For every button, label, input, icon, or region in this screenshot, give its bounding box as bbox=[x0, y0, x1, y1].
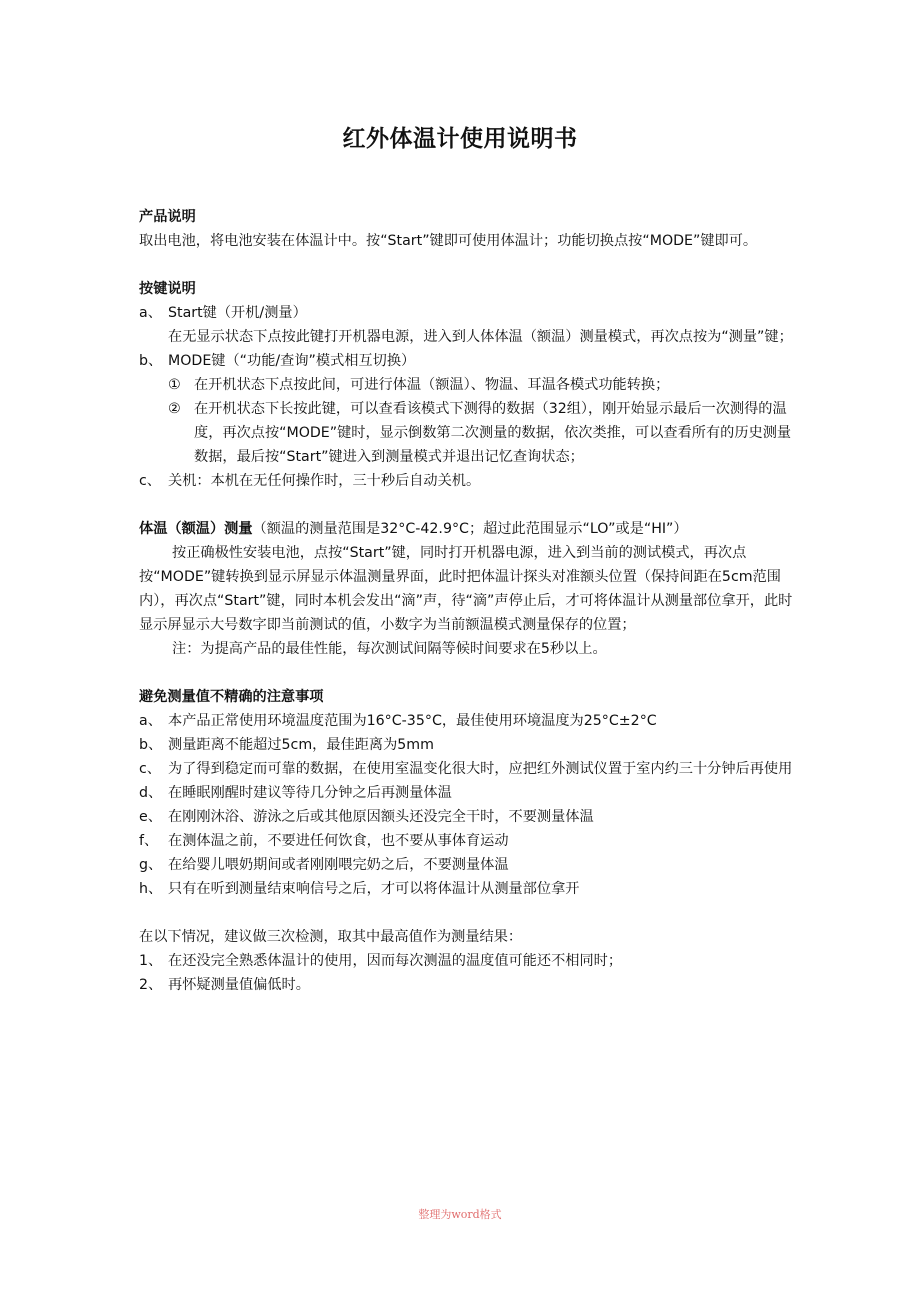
page-footer: 整理为word格式 bbox=[418, 1208, 502, 1221]
document-body bbox=[139, 205, 799, 997]
list-marker: g、 bbox=[139, 857, 163, 873]
caution-text: 为了得到稳定而可靠的数据，在使用室温变化很大时，应把红外测试仪置于室内约三十分钟后再使用 bbox=[168, 761, 793, 777]
mode-sub-text: 在开机状态下长按此键，可以查看该模式下测得的数据（32组），刚开始显示最后一次测得的温度，再次点按“MODE”键时，显示倒数第二次测量的数据，依次类推，可以查看所有的历史测量数据，最后按“Start”键进入到测量模式并退出记忆查询状态； bbox=[194, 401, 792, 465]
list-marker: e、 bbox=[139, 809, 162, 825]
list-marker: d、 bbox=[139, 785, 163, 801]
caution-text: 在测体温之前，不要进任何饮食，也不要从事体育运动 bbox=[168, 833, 509, 849]
list-marker: ② bbox=[168, 401, 181, 417]
mode-sub-text: 在开机状态下点按此间，可进行体温（额温）、物温、耳温各模式功能转换； bbox=[194, 377, 670, 393]
list-marker: a、 bbox=[139, 713, 162, 729]
repeat-text: 再怀疑测量值偏低时。 bbox=[168, 977, 310, 993]
section-heading-measure: 体温（额温）测量 bbox=[139, 521, 253, 537]
caution-text: 测量距离不能超过5cm，最佳距离为5mm bbox=[168, 737, 434, 753]
list-marker: 2、 bbox=[139, 977, 163, 993]
list-marker: c、 bbox=[139, 473, 161, 489]
list-item bbox=[139, 973, 799, 997]
list-marker: a、 bbox=[139, 305, 162, 321]
measure-note: 注：为提高产品的最佳性能，每次测试间隔等候时间要求在5秒以上。 bbox=[172, 641, 607, 657]
list-item-start-key bbox=[139, 301, 799, 325]
caution-text: 在睡眠刚醒时建议等待几分钟之后再测量体温 bbox=[168, 785, 452, 801]
product-text: 取出电池，将电池安装在体温计中。按“Start”键即可使用体温计；功能切换点按“MODE”键即可。 bbox=[139, 233, 758, 249]
list-item bbox=[139, 805, 799, 829]
caution-text: 在给婴儿喂奶期间或者刚刚喂完奶之后，不要测量体温 bbox=[168, 857, 509, 873]
list-marker: h、 bbox=[139, 881, 163, 897]
section-heading-product: 产品说明 bbox=[139, 209, 196, 225]
list-item bbox=[139, 877, 799, 901]
list-item bbox=[139, 709, 799, 733]
list-item bbox=[139, 829, 799, 853]
caution-text: 只有在听到测量结束响信号之后，才可以将体温计从测量部位拿开 bbox=[168, 881, 580, 897]
start-key-description: 在无显示状态下点按此键打开机器电源，进入到人体体温（额温）测量模式，再次点按为“测量”键； bbox=[168, 329, 793, 345]
list-item bbox=[139, 733, 799, 757]
mode-key-label: MODE键（“功能/查询”模式相互切换） bbox=[168, 353, 416, 369]
list-item-power-off bbox=[139, 469, 799, 493]
list-marker: ① bbox=[168, 377, 181, 393]
caution-text: 在刚刚沐浴、游泳之后或其他原因额头还没完全干时，不要测量体温 bbox=[168, 809, 594, 825]
measure-heading-line bbox=[139, 517, 799, 541]
repeat-intro: 在以下情况，建议做三次检测，取其中最高值作为测量结果： bbox=[139, 929, 523, 945]
document-title: 红外体温计使用说明书 bbox=[342, 126, 578, 152]
list-item-mode-key bbox=[139, 349, 799, 373]
list-marker: f、 bbox=[139, 833, 159, 849]
power-off-text: 关机：本机在无任何操作时，三十秒后自动关机。 bbox=[168, 473, 481, 489]
measure-text: 按正确极性安装电池，点按“Start”键，同时打开机器电源，进入到当前的测试模式，再次点按“MODE”键转换到显示屏显示体温测量界面，此时把体温计探头对准额头位置（保持间距在5cm范围内），再次点“Start”键，同时本机会发出“滴”声，待“滴”声停止后，才可将体温计从测量部位拿开，此时显示屏显示大号数字即当前测试的值，小数字为当前额温模式测量保存的位置； bbox=[139, 545, 793, 633]
list-item bbox=[139, 853, 799, 877]
list-item bbox=[139, 949, 799, 973]
list-item bbox=[139, 757, 799, 781]
list-marker: 1、 bbox=[139, 953, 163, 969]
list-marker: c、 bbox=[139, 761, 161, 777]
caution-text: 本产品正常使用环境温度范围为16°C-35°C，最佳使用环境温度为25°C±2°C bbox=[168, 713, 657, 729]
repeat-text: 在还没完全熟悉体温计的使用，因而每次测温的温度值可能还不相同时； bbox=[168, 953, 623, 969]
list-item bbox=[139, 781, 799, 805]
section-heading-cautions: 避免测量值不精确的注意事项 bbox=[139, 689, 324, 705]
measure-range-note: （额温的测量范围是32°C-42.9°C；超过此范围显示“LO”或是“HI”） bbox=[252, 521, 688, 537]
list-marker: b、 bbox=[139, 353, 163, 369]
list-marker: b、 bbox=[139, 737, 163, 753]
section-heading-buttons: 按键说明 bbox=[139, 281, 196, 297]
start-key-label: Start键（开机/测量） bbox=[168, 305, 307, 321]
list-item-mode-sub-2 bbox=[139, 397, 799, 469]
list-item-mode-sub-1 bbox=[139, 373, 799, 397]
